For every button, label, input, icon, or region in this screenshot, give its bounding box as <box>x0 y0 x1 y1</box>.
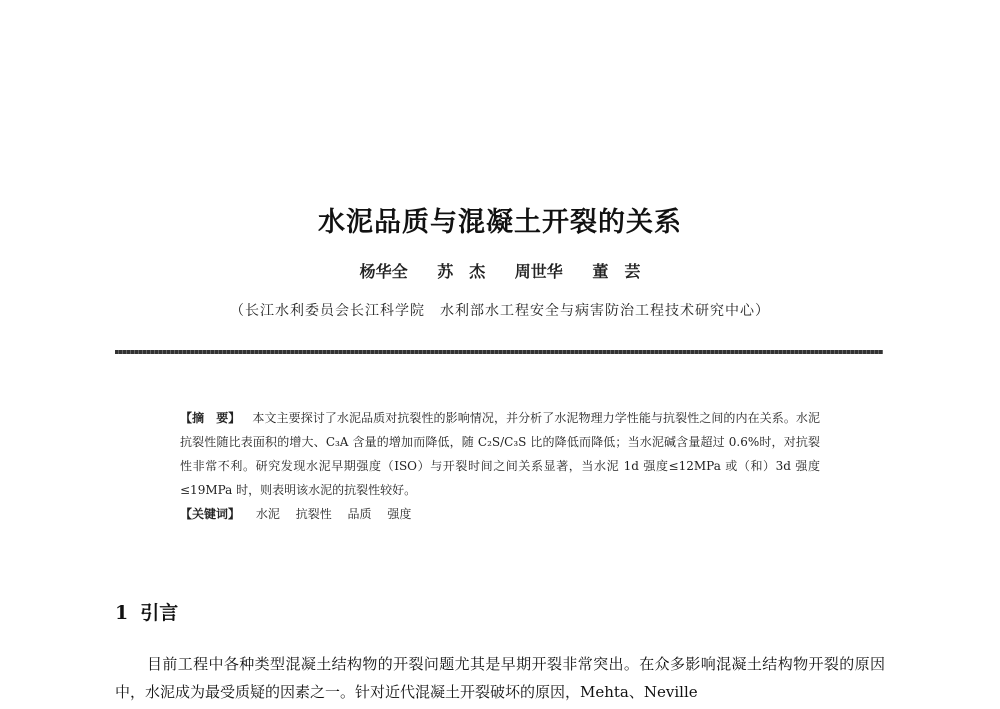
keywords-line <box>180 502 820 526</box>
keyword: 品质 <box>347 507 372 521</box>
keyword: 抗裂性 <box>295 507 332 521</box>
author-list <box>0 259 1000 282</box>
section-body <box>115 650 885 706</box>
keywords-label: 【关键词】 <box>180 507 241 521</box>
abstract-paragraph <box>180 406 820 502</box>
keyword: 水泥 <box>255 507 280 521</box>
section-heading <box>115 598 178 625</box>
abstract-block <box>180 406 820 526</box>
abstract-label: 【摘 要】 <box>180 411 241 425</box>
author-name: 杨华全 <box>359 262 408 281</box>
abstract-text: 本文主要探讨了水泥品质对抗裂性的影响情况，并分析了水泥物理力学性能与抗裂性之间的内在关系。水泥抗裂性随比表面积的增大、C₃A 含量的增加而降低，随 C₂S/C₃S 比的降低而降低；当水泥碱含量超过 0.6%时，对抗裂性非常不利。研究发现水泥早期强度（ISO）与开裂时间之间关系显著，当水泥 1d 强度≤12MPa 或（和）3d 强度≤19MPa 时，则表明该水泥的抗裂性较好。 <box>180 411 820 497</box>
author-affiliation: （长江水利委员会长江科学院 水利部水工程安全与病害防治工程技术研究中心） <box>230 303 770 319</box>
section-number: 1 <box>115 602 129 624</box>
author-name: 周世华 <box>514 262 563 281</box>
author-name: 苏 杰 <box>437 262 486 281</box>
section-title: 引言 <box>140 602 179 624</box>
keyword: 强度 <box>387 507 412 521</box>
header-divider <box>115 350 883 354</box>
paper-title: 水泥品质与混凝土开裂的关系 <box>318 207 682 238</box>
body-paragraph: 目前工程中各种类型混凝土结构物的开裂问题尤其是早期开裂非常突出。在众多影响混凝土结构物开裂的原因中，水泥成为最受质疑的因素之一。针对近代混凝土开裂破坏的原因，Mehta、Neville <box>115 655 885 701</box>
author-name: 董 芸 <box>592 262 641 281</box>
